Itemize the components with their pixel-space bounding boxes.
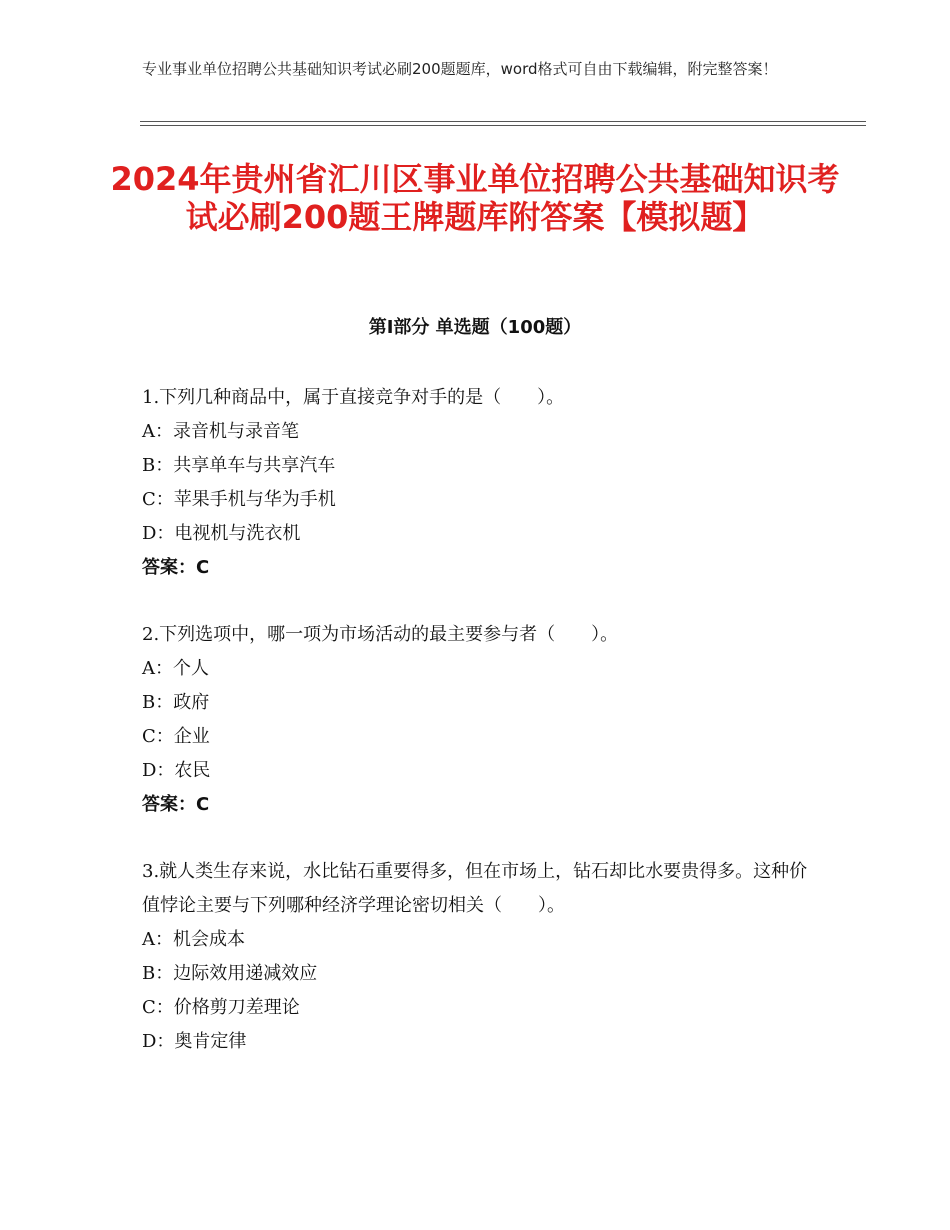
question-stem: 2.下列选项中，哪一项为市场活动的最主要参与者（ ）。 [142,624,619,645]
document-title: 2024年贵州省汇川区事业单位招聘公共基础知识考试必刷200题王牌题库附答案【模拟题】 [110,160,840,236]
header-rule-top [140,121,866,122]
question-3 [142,855,822,1059]
option-a: A：个人 [142,658,209,679]
option-a: A：机会成本 [142,929,245,950]
header-note: 专业事业单位招聘公共基础知识考试必刷200题题库，word格式可自由下载编辑，附完整答案！ [142,60,778,78]
option-a: A：录音机与录音笔 [142,421,299,442]
answer: 答案：C [142,794,210,815]
option-b: B：共享单车与共享汽车 [142,455,336,476]
section-heading: 第Ⅰ部分 单选题（100题） [368,317,582,338]
header-rule-bottom [140,125,866,126]
answer: 答案：C [142,557,210,578]
question-1 [142,381,822,585]
option-c: C：价格剪刀差理论 [142,997,300,1018]
question-stem: 3.就人类生存来说，水比钻石重要得多，但在市场上，钻石却比水要贵得多。这种价值悖论主要与下列哪种经济学理论密切相关（ ）。 [142,861,808,916]
option-b: B：政府 [142,692,210,713]
question-stem: 1.下列几种商品中，属于直接竞争对手的是（ ）。 [142,387,565,408]
option-b: B：边际效用递减效应 [142,963,318,984]
question-2 [142,618,822,822]
option-c: C：企业 [142,726,210,747]
option-d: D：电视机与洗衣机 [142,523,301,544]
option-d: D：奥肯定律 [142,1031,247,1052]
option-d: D：农民 [142,760,211,781]
option-c: C：苹果手机与华为手机 [142,489,336,510]
question-list [142,381,822,1092]
